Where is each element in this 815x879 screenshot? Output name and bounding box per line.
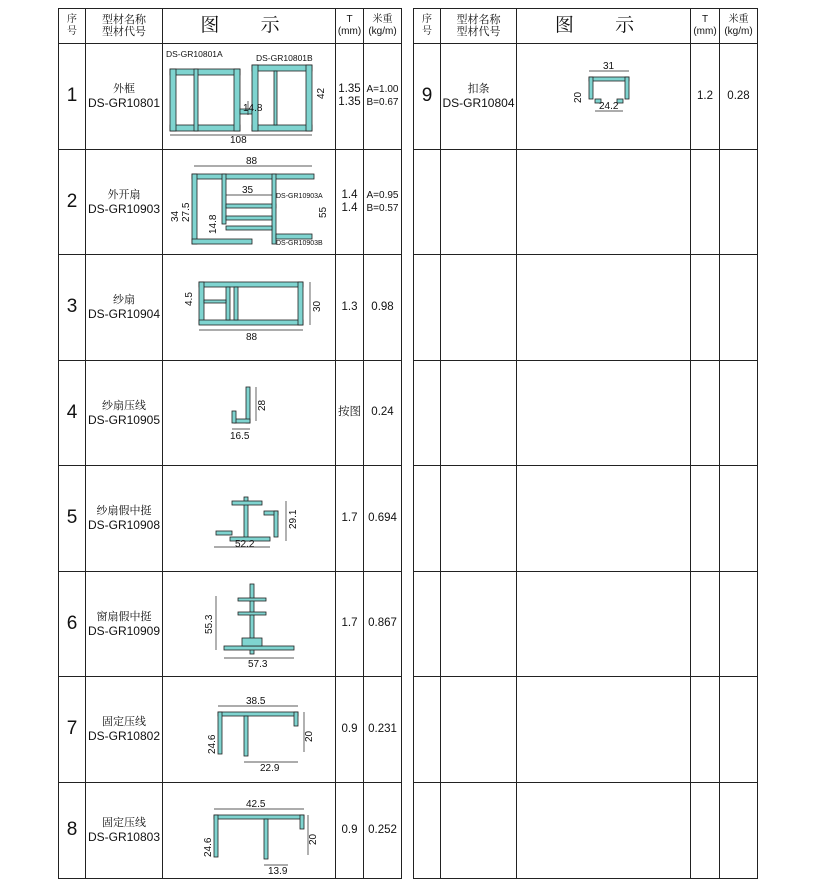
table-row-empty <box>414 466 758 572</box>
profile-name-cell <box>86 360 163 466</box>
profile-name-cell <box>86 466 163 572</box>
weight-value: 0.252 <box>364 782 402 878</box>
dim-29-1: 29.1 <box>288 509 299 529</box>
table-row-empty <box>414 255 758 361</box>
thickness-value: 1.2 <box>691 44 720 150</box>
screen-mullion-diagram <box>164 471 334 566</box>
header-thickness: T (mm) <box>691 9 720 44</box>
profile-name: 纱扇 <box>113 294 135 307</box>
dim-30: 30 <box>312 300 323 312</box>
profile-code: DS-GR10908 <box>87 518 161 533</box>
weight-value: 0.98 <box>364 255 402 361</box>
header-thickness: T (mm) <box>336 9 364 44</box>
table-row <box>59 149 402 255</box>
table-row <box>59 782 402 878</box>
row-number: 5 <box>59 466 86 572</box>
header-weight: 米重 (kg/m) <box>364 9 402 44</box>
profile-code: DS-GR10801 <box>87 96 161 111</box>
header-weight: 米重 (kg/m) <box>720 9 758 44</box>
thickness-value: 按图 <box>336 360 364 466</box>
dim-42-5: 42.5 <box>246 799 266 810</box>
profile-figure <box>163 149 336 255</box>
header-row <box>414 9 758 44</box>
table-row <box>59 466 402 572</box>
table-row-empty <box>414 677 758 783</box>
table-row <box>59 44 402 150</box>
table-row-empty <box>414 571 758 677</box>
profile-code: DS-GR10903 <box>87 201 161 216</box>
dim-52-2: 52.2 <box>235 538 255 550</box>
row-number: 8 <box>59 782 86 878</box>
profile-shape <box>232 387 250 423</box>
profile-shape <box>218 712 298 756</box>
profile-figure <box>163 782 336 878</box>
dim-35: 35 <box>242 185 254 197</box>
dim-24-2: 24.2 <box>598 100 618 112</box>
profile-code: DS-GR10905 <box>87 412 161 427</box>
dim-31: 31 <box>602 60 614 72</box>
table-row-empty <box>414 360 758 466</box>
profile-code: DS-GR10804 <box>442 96 515 111</box>
table-row <box>59 677 402 783</box>
profile-name: 外框 <box>113 83 135 96</box>
profile-shape <box>170 65 312 131</box>
profile-shape <box>224 584 294 654</box>
weight-value: 0.694 <box>364 466 402 572</box>
outer-frame-diagram <box>164 49 334 144</box>
row-number: 4 <box>59 360 86 466</box>
fixed-bead-diagram <box>164 785 334 875</box>
profile-name-cell <box>86 571 163 677</box>
figure-label-a: DS-GR10903A <box>276 193 323 201</box>
profile-code: DS-GR10904 <box>87 307 161 322</box>
row-number: 2 <box>59 149 86 255</box>
fixed-bead-diagram <box>164 682 334 777</box>
profile-shape <box>214 815 304 859</box>
profile-code: DS-GR10803 <box>87 830 161 844</box>
weight-value: A=1.00 B=0.67 <box>364 44 402 150</box>
profile-name-cell <box>86 44 163 150</box>
header-row <box>59 9 402 44</box>
weight-value: 0.867 <box>364 571 402 677</box>
dim-14-8: 14.8 <box>208 214 219 235</box>
thickness-value: 1.35 1.35 <box>336 44 364 150</box>
dim-57-3: 57.3 <box>248 659 268 671</box>
profile-name-cell <box>441 44 517 150</box>
figure-label-a: DS-GR10801A <box>166 48 223 59</box>
table-row-empty <box>414 782 758 878</box>
screen-bead-diagram <box>164 365 334 460</box>
dim-42: 42 <box>316 87 327 99</box>
profile-name: 纱扇假中挺 <box>96 505 152 518</box>
table-row-empty <box>414 149 758 255</box>
dim-24-6: 24.6 <box>207 734 218 754</box>
thickness-value: 0.9 <box>336 782 364 878</box>
screen-sash-diagram <box>164 260 334 355</box>
profile-shape <box>199 282 303 325</box>
dim-4-5: 4.5 <box>184 291 195 306</box>
thickness-value: 1.7 <box>336 571 364 677</box>
dim-16-5: 16.5 <box>230 431 250 443</box>
profile-figure <box>163 677 336 783</box>
figure-label-b: DS-GR10801B <box>256 52 313 63</box>
dim-14-8: 14.8 <box>243 102 263 114</box>
profile-figure <box>163 571 336 677</box>
header-name: 型材名称 型材代号 <box>86 9 163 44</box>
dim-88: 88 <box>246 156 258 168</box>
profile-code: DS-GR10802 <box>87 729 161 744</box>
profile-table-right <box>413 8 758 879</box>
profile-name-cell <box>86 255 163 361</box>
dim-13-9: 13.9 <box>268 866 288 875</box>
sash-mullion-diagram <box>164 576 334 671</box>
profile-name-cell <box>86 782 163 878</box>
profile-figure <box>163 466 336 572</box>
profile-name-cell <box>86 677 163 783</box>
profile-figure <box>163 255 336 361</box>
dim-38-5: 38.5 <box>246 695 266 707</box>
header-figure: 图 示 <box>517 9 691 44</box>
profile-name: 纱扇压线 <box>102 399 146 412</box>
row-number: 6 <box>59 571 86 677</box>
dim-27-5: 27.5 <box>181 202 192 223</box>
table-row <box>59 571 402 677</box>
profile-table-left <box>58 8 402 879</box>
thickness-value: 1.4 1.4 <box>336 149 364 255</box>
dim-55-3: 55.3 <box>204 614 215 635</box>
profile-name: 固定压线 <box>102 817 146 829</box>
profile-figure <box>163 360 336 466</box>
profile-name: 外开扇 <box>107 188 141 201</box>
dim-55: 55 <box>318 207 329 219</box>
thickness-value: 0.9 <box>336 677 364 783</box>
dim-108: 108 <box>230 134 247 144</box>
profile-name-cell <box>86 149 163 255</box>
table-row <box>414 44 758 150</box>
row-number: 7 <box>59 677 86 783</box>
thickness-value: 1.7 <box>336 466 364 572</box>
weight-value: 0.28 <box>720 44 758 150</box>
dim-34: 34 <box>170 211 181 223</box>
profile-shape <box>216 497 278 541</box>
figure-label-b: DS-GR10903B <box>276 240 323 248</box>
header-seq: 序 号 <box>59 9 86 44</box>
table-row <box>59 255 402 361</box>
dim-20: 20 <box>308 833 319 845</box>
header-figure: 图 示 <box>163 9 336 44</box>
profile-figure <box>517 44 691 150</box>
weight-value: 0.24 <box>364 360 402 466</box>
thickness-value: 1.3 <box>336 255 364 361</box>
row-number: 9 <box>414 44 441 150</box>
dim-28: 28 <box>257 400 268 412</box>
profile-name: 固定压线 <box>102 716 146 729</box>
dim-20: 20 <box>572 91 584 103</box>
profile-shape <box>589 77 629 103</box>
profile-code: DS-GR10909 <box>87 623 161 638</box>
profile-figure <box>163 44 336 150</box>
profile-name: 窗扇假中挺 <box>96 610 152 623</box>
header-seq: 序 号 <box>414 9 441 44</box>
dim-88: 88 <box>246 331 258 343</box>
table-row <box>59 360 402 466</box>
weight-value: A=0.95 B=0.57 <box>364 149 402 255</box>
profile-name: 扣条 <box>467 83 490 96</box>
dim-22-9: 22.9 <box>260 762 280 774</box>
dim-20: 20 <box>304 730 315 742</box>
cover-strip-diagram <box>519 49 689 144</box>
header-name: 型材名称 型材代号 <box>441 9 517 44</box>
casement-sash-diagram <box>164 154 334 249</box>
row-number: 1 <box>59 44 86 150</box>
row-number: 3 <box>59 255 86 361</box>
weight-value: 0.231 <box>364 677 402 783</box>
dim-24-6: 24.6 <box>203 837 214 857</box>
